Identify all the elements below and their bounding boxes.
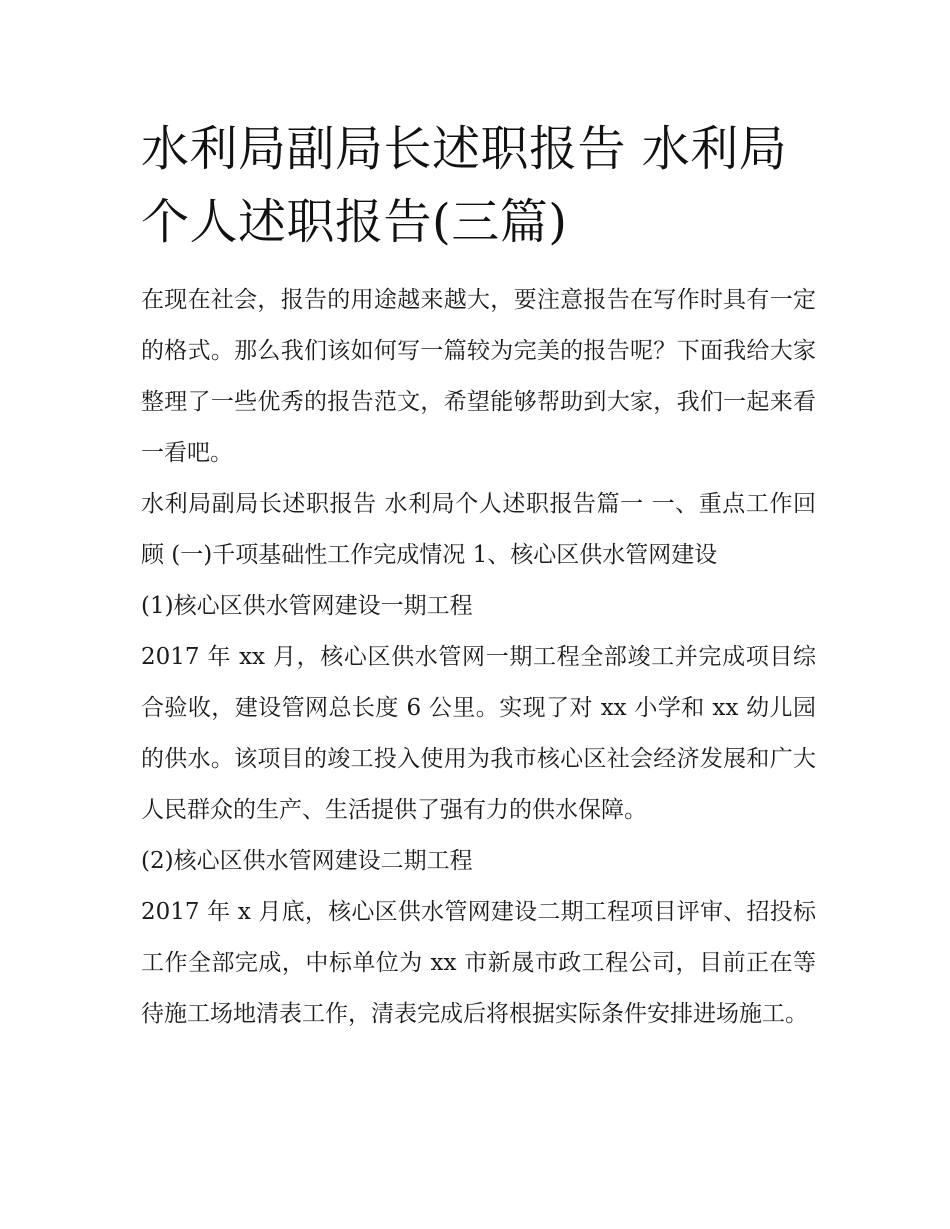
- intro-paragraph: 在现在社会，报告的用途越来越大，要注意报告在写作时具有一定的格式。那么我们该如何写一篇较为完美的报告呢？下面我给大家整理了一些优秀的报告范文，希望能够帮助到大家，我们一起来看一看吧。: [141, 287, 816, 466]
- title-line-2: 个人述职报告(三篇): [141, 194, 568, 250]
- phase-one-paragraph: 2017 年 xx 月，核心区供水管网一期工程全部竣工并完成项目综合验收，建设管网总长度 6 公里。实现了对 xx 小学和 xx 幼儿园的供水。该项目的竣工投入使用为我市核心区社会经济发展和广大人民群众的生产、生活提供了强有力的供水保障。: [141, 644, 816, 823]
- document-title: [141, 113, 816, 259]
- subheading-phase-one: (1)核心区供水管网建设一期工程: [141, 593, 473, 619]
- phase-two-paragraph: 2017 年 x 月底，核心区供水管网建设二期工程项目评审、招投标工作全部完成，中标单位为 xx 市新晟市政工程公司，目前正在等待施工场地清表工作，清表完成后将根据实际条件安排进场施工。: [141, 899, 816, 1027]
- title-line-1: 水利局副局长述职报告 水利局: [141, 121, 788, 177]
- document-body: [141, 275, 816, 1040]
- subheading-phase-two: (2)核心区供水管网建设二期工程: [141, 848, 473, 874]
- document-content: [141, 113, 816, 1040]
- section-heading-paragraph: 水利局副局长述职报告 水利局个人述职报告篇一 一、重点工作回顾 (一)千项基础性工作完成情况 1、核心区供水管网建设: [141, 491, 816, 568]
